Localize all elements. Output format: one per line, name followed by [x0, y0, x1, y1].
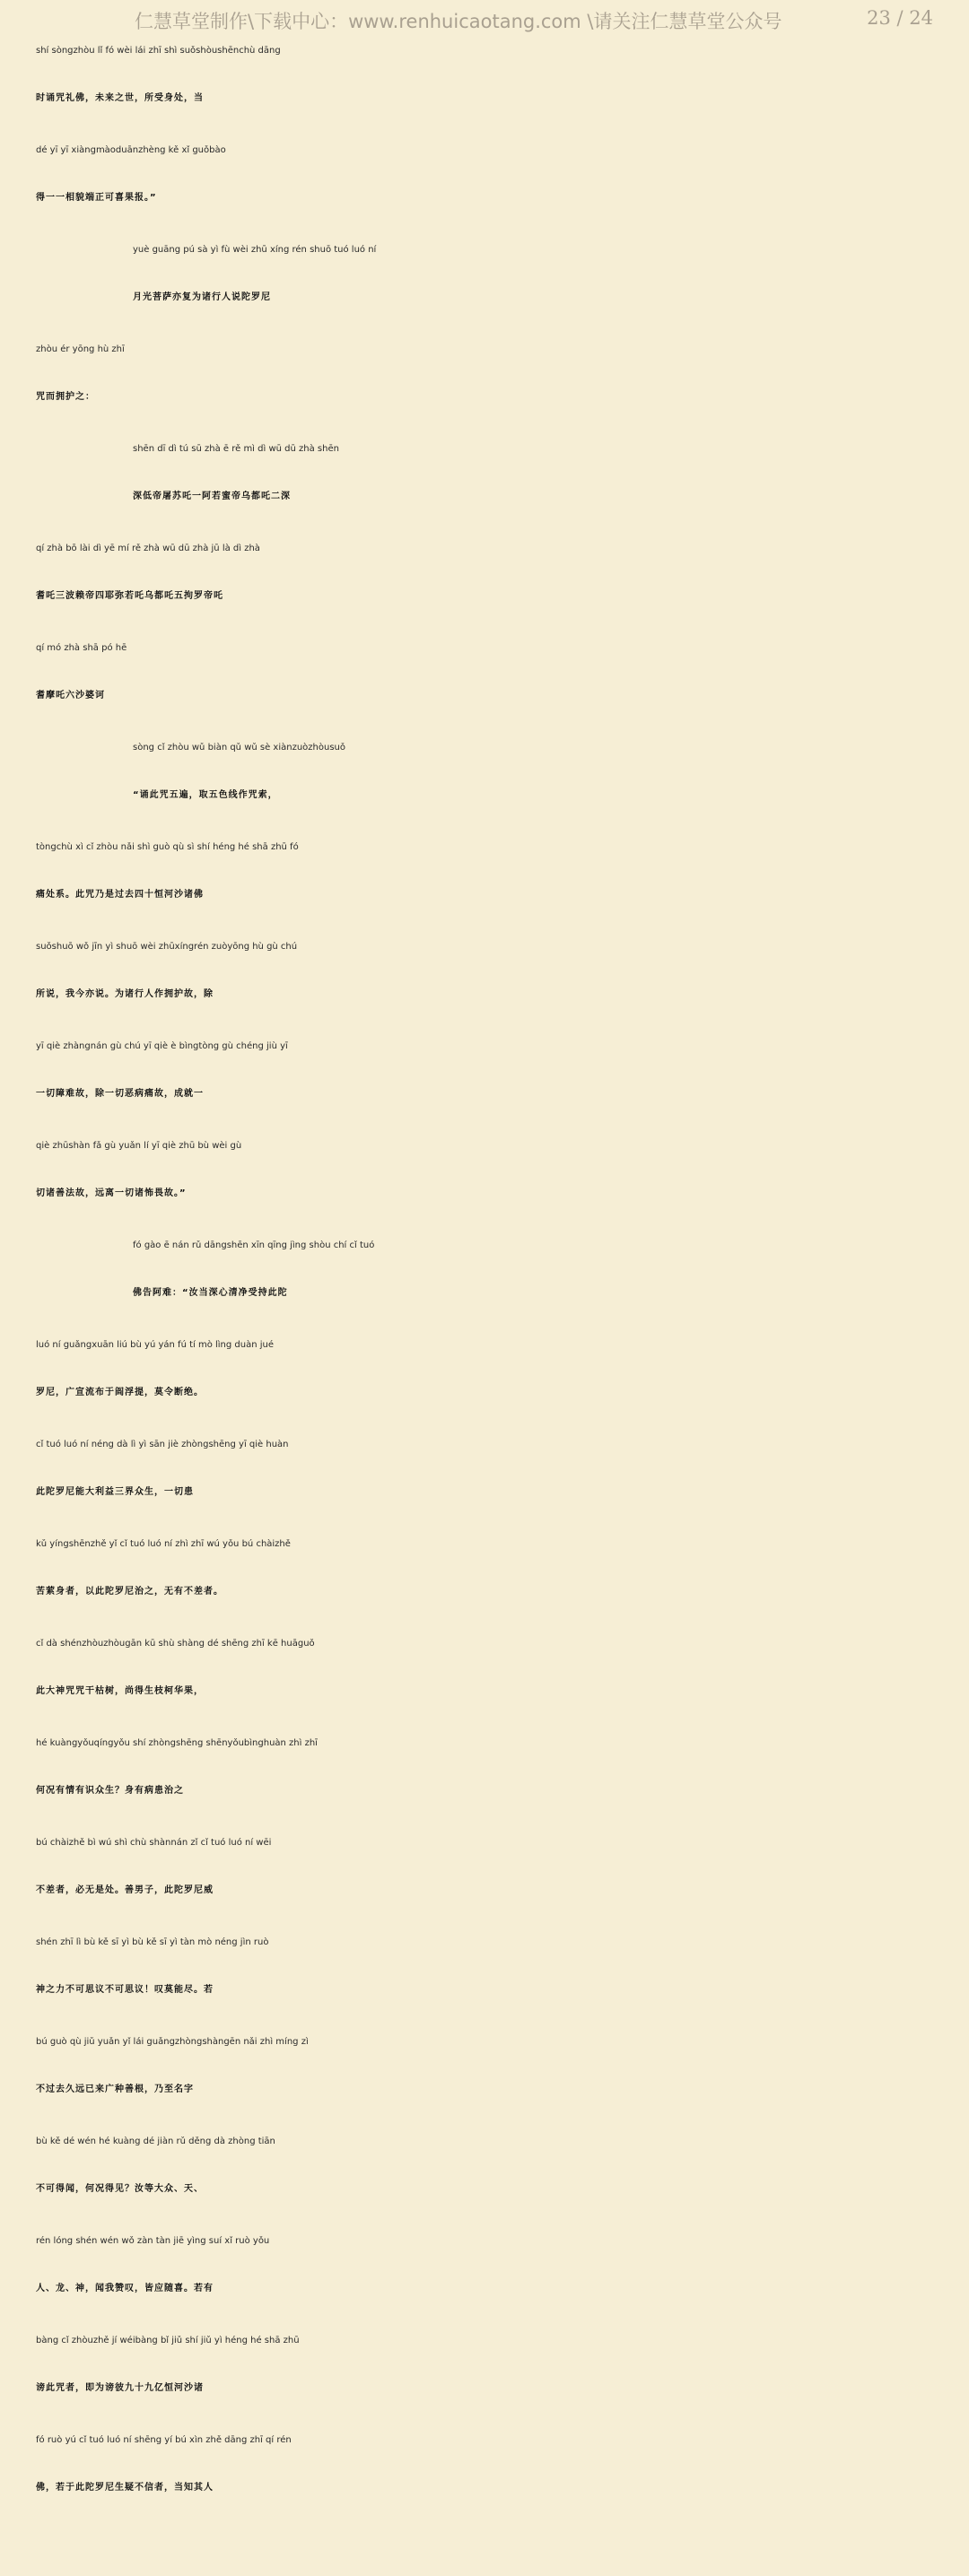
hanzi-line: 人、龙、神，闻我赞叹，皆应随喜。若有 [36, 2284, 214, 2293]
text-line [36, 932, 942, 1031]
hanzi-line: 所说，我今亦说。为诸行人作拥护故，除 [36, 989, 214, 999]
hanzi-line: 深低帝屠苏吒一阿若蜜帝乌都吒二深 [133, 492, 291, 501]
text-line [36, 832, 942, 932]
text-line [36, 1231, 942, 1330]
hanzi-line: 罗尼，广宣流布于阎浮提，莫令断绝。 [36, 1388, 204, 1397]
pinyin-line: shēn dī dì tú sū zhà ē rě mì dì wū dū zhà shēn [133, 444, 339, 454]
text-line [36, 733, 942, 832]
pinyin-line: suǒshuō wǒ jīn yì shuō wèi zhūxíngrén zuòyōng hù gù chú [36, 942, 298, 952]
hanzi-line: 切诸善法故，远离一切诸怖畏故。” [36, 1188, 187, 1198]
pinyin-line: qí mó zhà shā pó hē [36, 643, 127, 653]
text-line [36, 1629, 942, 1728]
hanzi-line: 咒而拥护之： [36, 392, 95, 402]
pinyin-line: qiè zhūshàn fǎ gù yuǎn lí yī qiè zhū bù wèi gù [36, 1141, 242, 1151]
hanzi-line: 耆摩吒六沙婆诃 [36, 691, 105, 701]
pinyin-line: rén lóng shén wén wǒ zàn tàn jiē yìng suí xǐ ruò yǒu [36, 2236, 270, 2246]
hanzi-line: 月光菩萨亦复为诸行人说陀罗尼 [133, 292, 271, 302]
hanzi-line: 得一一相貌端正可喜果报。” [36, 193, 157, 203]
text-line [36, 2127, 942, 2226]
hanzi-line: 神之力不可思议不可思议！叹莫能尽。若 [36, 1985, 214, 1995]
pinyin-line: fó gào ē nán rǔ dāngshēn xīn qīng jìng shòu chí cǐ tuó [133, 1240, 375, 1250]
text-line [36, 1031, 942, 1131]
hanzi-line: 佛，若于此陀罗尼生疑不信者，当知其人 [36, 2483, 214, 2493]
hanzi-line: 何况有情有识众生？身有病患治之 [36, 1786, 184, 1796]
pinyin-line: cǐ dà shénzhòuzhòugān kū shù shàng dé shēng zhī kē huāguǒ [36, 1639, 315, 1649]
pinyin-line: shí sòngzhòu lǐ fó wèi lái zhī shì suǒshòushēnchù dāng [36, 46, 281, 56]
pinyin-line: bàng cǐ zhòuzhě jí wéibàng bǐ jiǔ shí jiǔ yì héng hé shā zhū [36, 2336, 300, 2345]
hanzi-line: 佛告阿难：“汝当深心清净受持此陀 [133, 1288, 288, 1298]
text-line [36, 1430, 942, 1529]
pinyin-line: bú chàizhě bì wú shì chù shànnán zǐ cǐ tuó luó ní wēi [36, 1838, 272, 1848]
header-source-text: 仁慧草堂制作\下载中心：www.renhuicaotang.com \请关注仁慧草堂公众号 [135, 11, 782, 32]
hanzi-line: 此大神咒咒干枯树，尚得生枝柯华果， [36, 1686, 204, 1696]
pinyin-line: dé yī yī xiàngmàoduānzhèng kě xǐ guǒbào [36, 145, 226, 155]
hanzi-line: 苦萦身者，以此陀罗尼治之，无有不差者。 [36, 1587, 223, 1597]
text-line [36, 2425, 942, 2525]
pinyin-line: qí zhà bō lài dì yē mí rě zhà wū dū zhà jū là dì zhà [36, 544, 260, 553]
hanzi-line: 不过去久远已来广种善根，乃至名字 [36, 2084, 194, 2094]
pinyin-line: bù kě dé wén hé kuàng dé jiàn rǔ děng dà zhòng tiān [36, 2137, 275, 2146]
pinyin-line: tòngchù xì cǐ zhòu nǎi shì guò qù sì shí héng hé shā zhū fó [36, 842, 299, 852]
text-line [36, 135, 942, 235]
text-line [36, 1728, 942, 1828]
pinyin-line: yī qiè zhàngnán gù chú yī qiè è bìngtòng gù chéng jiù yī [36, 1041, 288, 1051]
hanzi-line: 谤此咒者，即为谤彼九十九亿恒河沙诸 [36, 2383, 204, 2393]
text-line [36, 36, 942, 135]
page-header [0, 0, 969, 36]
hanzi-line: 痛处系。此咒乃是过去四十恒河沙诸佛 [36, 890, 204, 900]
pinyin-line: fó ruò yú cǐ tuó luó ní shēng yí bú xìn zhě dāng zhī qí rén [36, 2435, 292, 2445]
pinyin-line: bú guò qù jiǔ yuǎn yǐ lái guǎngzhòngshàngēn nǎi zhì míng zì [36, 2037, 309, 2047]
text-line [36, 2326, 942, 2425]
text-line [36, 235, 942, 335]
pinyin-line: yuè guāng pú sà yì fù wèi zhū xíng rén shuō tuó luó ní [133, 245, 377, 255]
hanzi-line: 一切障难故，除一切恶病痛故，成就一 [36, 1089, 204, 1099]
text-line [36, 1928, 942, 2027]
pinyin-line: hé kuàngyǒuqíngyǒu shí zhòngshēng shēnyǒubìnghuàn zhì zhī [36, 1738, 318, 1748]
text-line [36, 1330, 942, 1430]
pinyin-line: luó ní guǎngxuān liú bù yú yán fú tí mò lìng duàn jué [36, 1340, 275, 1350]
hanzi-line: 不差者，必无是处。善男子，此陀罗尼威 [36, 1885, 214, 1895]
hanzi-line: 不可得闻，何况得见？汝等大众、天、 [36, 2184, 204, 2194]
hanzi-line: “诵此咒五遍，取五色线作咒索， [133, 790, 278, 800]
pinyin-line: zhòu ér yōng hù zhī [36, 344, 125, 354]
pinyin-line: shén zhī lì bù kě sī yì bù kě sī yì tàn mò néng jìn ruò [36, 1937, 269, 1947]
text-line [36, 1529, 942, 1629]
text-line [36, 434, 942, 534]
hanzi-line: 耆吒三波赖帝四耶弥若吒乌都吒五拘罗帝吒 [36, 591, 223, 601]
text-line [36, 2027, 942, 2127]
pinyin-line: cǐ tuó luó ní néng dà lì yì sān jiè zhòngshēng yī qiè huàn [36, 1440, 289, 1449]
text-line [36, 1828, 942, 1928]
text-line [36, 335, 942, 434]
text-line [36, 2226, 942, 2326]
page-number: 23 / 24 [867, 7, 933, 29]
text-line [36, 633, 942, 733]
text-line [36, 534, 942, 633]
pinyin-line: kǔ yíngshēnzhě yǐ cǐ tuó luó ní zhì zhī wú yǒu bú chàizhě [36, 1539, 291, 1549]
hanzi-line: 时诵咒礼佛，未来之世，所受身处，当 [36, 93, 204, 103]
text-body [36, 36, 942, 2525]
text-line [36, 1131, 942, 1231]
pinyin-line: sòng cǐ zhòu wǔ biàn qǔ wǔ sè xiànzuòzhòusuǒ [133, 743, 346, 753]
hanzi-line: 此陀罗尼能大利益三界众生，一切患 [36, 1487, 194, 1497]
